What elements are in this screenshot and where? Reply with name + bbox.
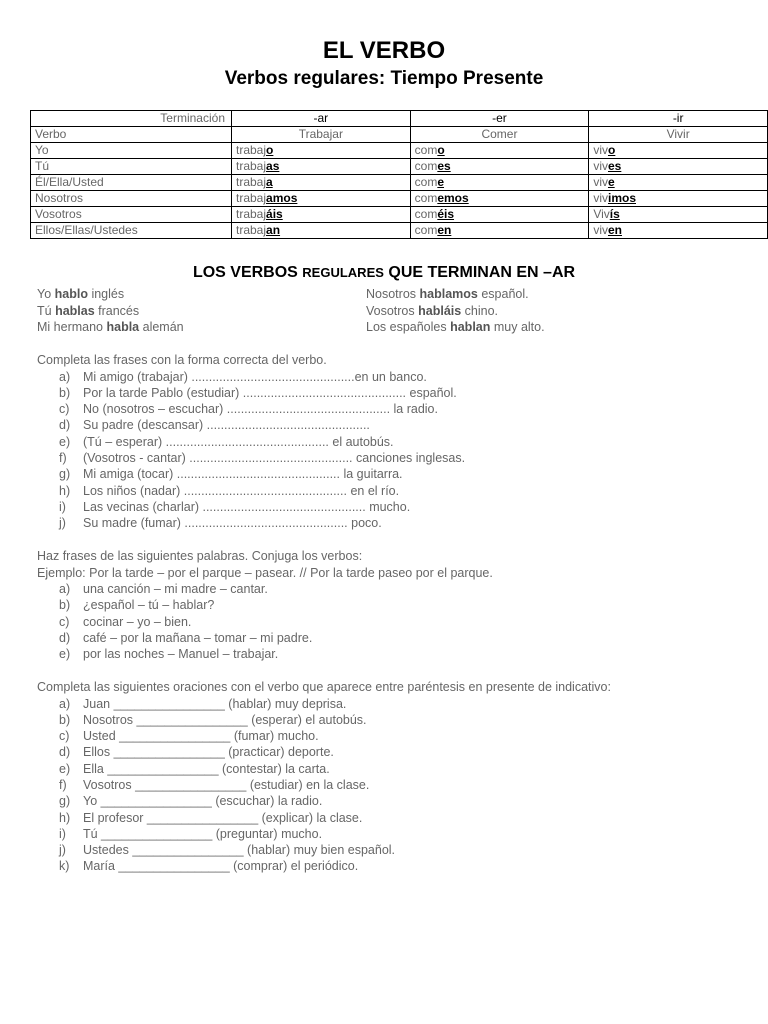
verb-stem: com — [414, 159, 438, 173]
list-item — [37, 417, 757, 433]
conjugation-cell — [589, 175, 768, 191]
list-item — [37, 499, 757, 515]
example-text: Nosotros — [366, 287, 420, 301]
list-item — [37, 581, 757, 597]
item-text: Su madre (fumar) ............................................... poco. — [83, 516, 382, 531]
example-sentence — [366, 320, 545, 334]
conjugation-cell — [589, 191, 768, 207]
table-row — [31, 191, 768, 207]
example-verb: hablas — [55, 303, 95, 318]
item-marker: a) — [59, 582, 71, 596]
exercise-instruction: Completa las siguientes oraciones con el verbo que aparece entre paréntesis en presente de indicativo: — [37, 680, 611, 694]
verb-stem: com — [414, 223, 438, 237]
verb-stem: trabaj — [236, 191, 267, 205]
list-item — [37, 515, 757, 531]
list-item — [37, 614, 757, 630]
section-heading-part: LOS VERBOS — [192, 264, 303, 281]
conjugation-table — [30, 110, 768, 239]
verb-ending: e — [607, 175, 615, 189]
list-item — [37, 630, 757, 646]
item-marker: e) — [59, 761, 71, 776]
verb-stem: viv — [593, 159, 608, 173]
example-text: alemán — [139, 320, 184, 334]
item-marker: j) — [59, 843, 66, 858]
conjugation-cell — [589, 223, 768, 239]
example-sentence — [37, 320, 184, 334]
item-text: Usted ________________ (fumar) mucho. — [83, 729, 319, 744]
table-header-row — [31, 111, 768, 127]
verb-stem: trabaj — [236, 143, 267, 157]
item-text: Por la tarde Pablo (estudiar) ............................................... español. — [83, 385, 457, 400]
exercise-instruction: Completa las frases con la forma correcta del verbo. — [37, 353, 327, 367]
section-heading — [0, 264, 768, 282]
example-text: español. — [477, 287, 529, 301]
list-item — [37, 466, 757, 482]
item-text: Nosotros ________________ (esperar) el autobús. — [83, 712, 367, 727]
example-text: Tú — [37, 303, 56, 318]
list-item — [37, 646, 757, 662]
item-marker: f) — [59, 777, 67, 792]
verb-ending: o — [266, 143, 274, 157]
table-row — [31, 143, 768, 159]
verb-ending: a — [266, 175, 273, 189]
example-verb: hablan — [450, 320, 491, 334]
conjugation-cell — [589, 159, 768, 175]
example-text: francés — [94, 303, 140, 318]
item-text: Ella ________________ (contestar) la carta. — [83, 761, 330, 776]
item-text: Su padre (descansar) ............................................... — [83, 418, 370, 433]
list-item — [37, 826, 757, 842]
item-text: No (nosotros – escuchar) ............................................... la radio. — [83, 402, 438, 417]
list-item — [37, 450, 757, 466]
verb-stem: viv — [593, 191, 608, 205]
verb-ending: imos — [607, 191, 636, 205]
verb-stem: trabaj — [236, 223, 267, 237]
item-marker: e) — [59, 434, 71, 449]
list-item — [37, 842, 757, 858]
verb-stem: trabaj — [236, 159, 267, 173]
item-text: una canción – mi madre – cantar. — [83, 582, 268, 596]
example-verb: hablamos — [419, 287, 478, 301]
verb-ending: o — [437, 143, 445, 157]
item-marker: c) — [59, 402, 70, 417]
example-sentence — [37, 287, 124, 301]
conjugation-cell — [410, 175, 589, 191]
conjugation-cell — [232, 143, 411, 159]
item-marker: h) — [59, 810, 71, 825]
verb-stem: viv — [593, 175, 608, 189]
item-marker: b) — [59, 712, 71, 727]
conjugation-cell — [232, 223, 411, 239]
list-item — [37, 483, 757, 499]
exercise-2 — [37, 548, 757, 662]
item-marker: f) — [59, 450, 67, 465]
item-text: por las noches – Manuel – trabajar. — [83, 647, 279, 662]
page-title: EL VERBO — [322, 37, 446, 64]
verb-ending: en — [437, 223, 452, 237]
conjugation-cell — [589, 143, 768, 159]
verb-ending: e — [437, 175, 445, 189]
exercise-list — [37, 369, 757, 532]
item-marker: e) — [59, 647, 71, 662]
table-header-row — [31, 127, 768, 143]
example-text: Mi hermano — [37, 320, 107, 334]
exercise-list — [37, 696, 757, 875]
conjugation-cell — [232, 207, 411, 223]
example-sentence — [366, 304, 498, 318]
exercise-1 — [37, 352, 757, 531]
list-item — [37, 712, 757, 728]
verb-ending: es — [437, 159, 451, 173]
item-text: Yo ________________ (escuchar) la radio. — [83, 794, 323, 809]
exercise-example: Ejemplo: Por la tarde – por el parque – pasear. // Por la tarde paseo por el parque. — [37, 565, 493, 580]
example-sentence — [37, 304, 139, 318]
item-marker: i) — [59, 826, 66, 841]
table-header-cell: Vivir — [589, 127, 768, 143]
item-text: ¿español – tú – hablar? — [83, 598, 215, 613]
item-text: (Vosotros - cantar) ............................................... canciones inglesas. — [83, 450, 466, 465]
verb-ending: ís — [609, 207, 620, 221]
item-text: Ustedes ________________ (hablar) muy bien español. — [83, 843, 396, 858]
exercise-3 — [37, 679, 757, 875]
item-text: (Tú – esperar) ............................................... el autobús. — [83, 434, 394, 449]
item-marker: c) — [59, 729, 70, 744]
item-marker: j) — [59, 516, 66, 531]
verb-ending: amos — [266, 191, 298, 205]
pronoun-cell: Ellos/Ellas/Ustedes — [31, 223, 232, 239]
table-header-cell: Trabajar — [232, 127, 411, 143]
list-item — [37, 810, 757, 826]
item-text: María ________________ (comprar) el periódico. — [83, 859, 359, 874]
table-row — [31, 175, 768, 191]
item-text: Juan ________________ (hablar) muy deprisa. — [83, 696, 347, 711]
list-item — [37, 696, 757, 712]
example-text: muy alto. — [490, 320, 545, 334]
list-item — [37, 385, 757, 401]
verb-stem: com — [414, 207, 438, 221]
verb-stem: viv — [593, 223, 608, 237]
verb-ending: en — [607, 223, 622, 237]
exercise-instruction: Haz frases de las siguientes palabras. Conjuga los verbos: — [37, 549, 363, 563]
table-header-cell: Comer — [410, 127, 589, 143]
item-text: Vosotros ________________ (estudiar) en la clase. — [83, 777, 370, 792]
example-text: Yo — [37, 287, 55, 301]
page-subtitle: Verbos regulares: Tiempo Presente — [224, 68, 544, 89]
verb-ending: as — [266, 159, 280, 173]
list-item — [37, 777, 757, 793]
verb-ending: áis — [266, 207, 283, 221]
conjugation-cell — [410, 207, 589, 223]
verb-stem: com — [414, 143, 438, 157]
list-item — [37, 728, 757, 744]
item-marker: c) — [59, 614, 70, 629]
list-item — [37, 761, 757, 777]
item-text: Tú ________________ (preguntar) mucho. — [83, 826, 323, 841]
table-header-cell: Terminación — [31, 111, 232, 127]
example-text: Los españoles — [366, 320, 451, 334]
verb-ending: éis — [437, 207, 455, 221]
list-item — [37, 597, 757, 613]
item-marker: b) — [59, 598, 71, 613]
list-item — [37, 369, 757, 385]
conjugation-cell — [410, 143, 589, 159]
table-row — [31, 207, 768, 223]
example-verb: habla — [106, 320, 140, 334]
item-marker: h) — [59, 483, 71, 498]
item-text: Ellos ________________ (practicar) deporte. — [83, 745, 334, 760]
item-marker: d) — [59, 745, 71, 760]
item-text: Las vecinas (charlar) ............................................... mucho. — [83, 499, 411, 514]
item-marker: a) — [59, 696, 71, 711]
example-text: Vosotros — [366, 303, 419, 318]
conjugation-cell — [410, 191, 589, 207]
verb-stem: viv — [593, 143, 608, 157]
item-text: Mi amiga (tocar) ............................................... la guitarra. — [83, 467, 403, 482]
list-item — [37, 401, 757, 417]
pronoun-cell: Yo — [31, 143, 232, 159]
table-row — [31, 223, 768, 239]
item-text: cocinar – yo – bien. — [83, 614, 192, 629]
conjugation-cell — [410, 223, 589, 239]
table-header-cell: -er — [410, 111, 589, 127]
item-marker: g) — [59, 467, 71, 482]
pronoun-cell: Él/Ella/Usted — [31, 175, 232, 191]
table-row — [31, 159, 768, 175]
verb-ending: emos — [437, 191, 469, 205]
conjugation-cell — [589, 207, 768, 223]
exercise-list — [37, 581, 757, 662]
conjugation-cell — [410, 159, 589, 175]
verb-stem: trabaj — [236, 207, 267, 221]
verb-stem: com — [414, 175, 438, 189]
item-marker: k) — [59, 859, 70, 874]
item-marker: i) — [59, 499, 66, 514]
pronoun-cell: Nosotros — [31, 191, 232, 207]
pronoun-cell: Vosotros — [31, 207, 232, 223]
verb-stem: com — [414, 191, 438, 205]
list-item — [37, 793, 757, 809]
item-marker: a) — [59, 369, 71, 384]
item-text: café – por la mañana – tomar – mi padre. — [83, 630, 313, 645]
conjugation-cell — [232, 159, 411, 175]
example-sentence — [366, 287, 529, 301]
example-text: inglés — [87, 287, 125, 301]
example-verb: habláis — [418, 303, 462, 318]
pronoun-cell: Tú — [31, 159, 232, 175]
item-marker: g) — [59, 794, 71, 809]
item-marker: d) — [59, 418, 71, 433]
item-text: Mi amigo (trabajar) ...............................................en un banco. — [83, 369, 427, 384]
list-item — [37, 858, 757, 874]
verb-ending: es — [607, 159, 622, 173]
list-item — [37, 744, 757, 760]
table-header-cell: -ir — [589, 111, 768, 127]
item-marker: b) — [59, 385, 71, 400]
example-text: chino. — [461, 303, 499, 318]
item-text: Los niños (nadar) ............................................... en el río. — [83, 483, 400, 498]
list-item — [37, 434, 757, 450]
table-header-cell: -ar — [232, 111, 411, 127]
verb-stem: Viv — [593, 207, 610, 221]
conjugation-cell — [232, 191, 411, 207]
verb-ending: o — [607, 143, 616, 157]
section-heading-part: REGULARES — [302, 265, 384, 280]
item-marker: d) — [59, 630, 71, 645]
example-verb: hablo — [54, 287, 88, 301]
verb-stem: trabaj — [236, 175, 267, 189]
section-heading-part: QUE TERMINAN EN –AR — [383, 264, 576, 281]
conjugation-cell — [232, 175, 411, 191]
item-text: El profesor ________________ (explicar) la clase. — [83, 810, 363, 825]
table-header-cell: Verbo — [31, 127, 232, 143]
verb-ending: an — [266, 223, 281, 237]
